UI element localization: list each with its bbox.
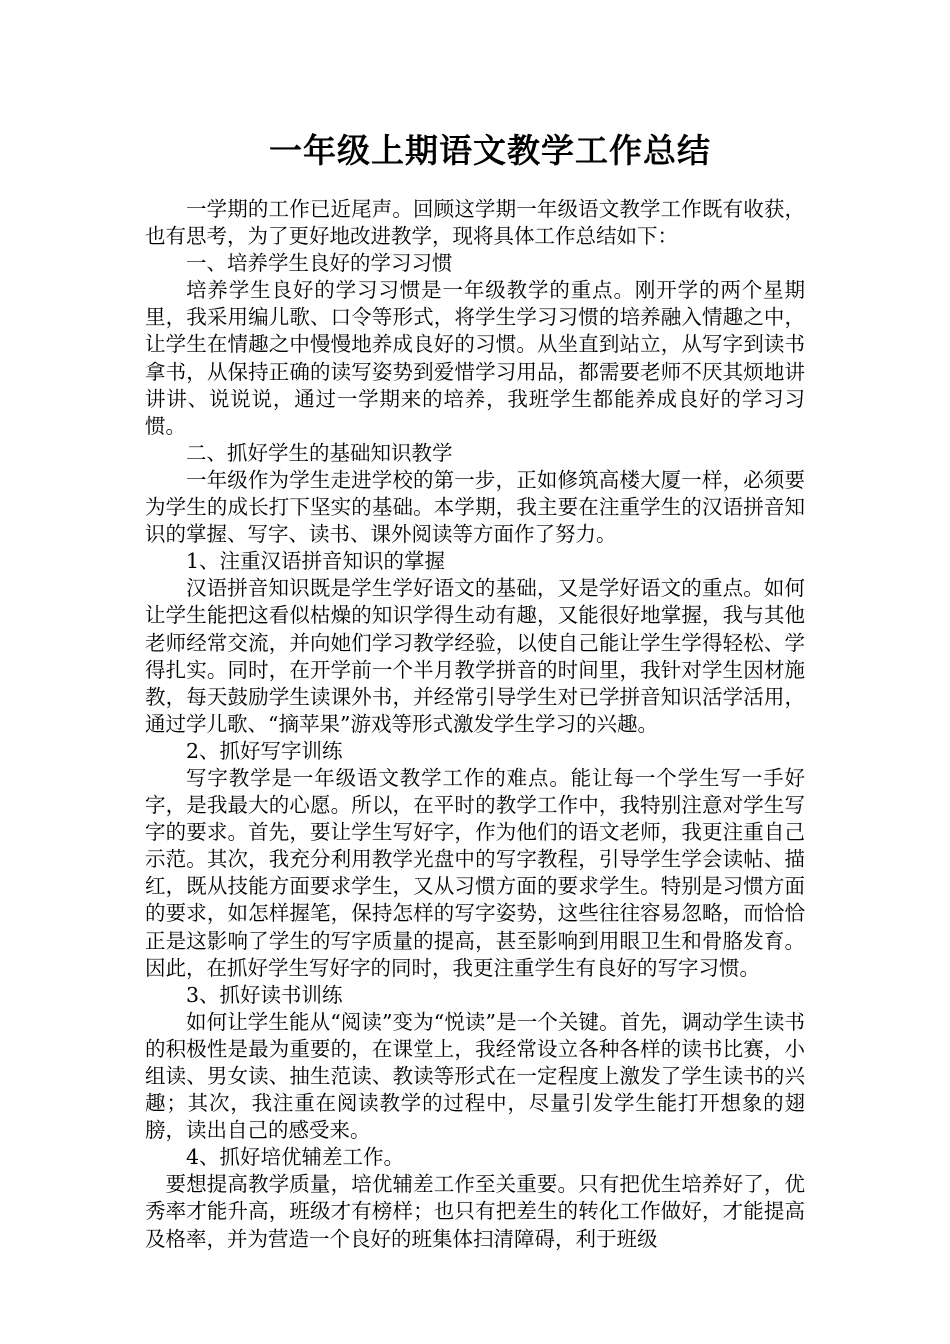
paragraph-pinyin: 汉语拼音知识既是学生学好语文的基础，又是学好语文的重点。如何让学生能把这看似枯燥的知识学得生动有趣，又能很好地掌握，我与其他老师经常交流，并向她们学习教学经验，以使自己能让学生学得轻松、学得扎实。同时，在开学前一个半月教学拼音的时间里，我针对学生因材施教，每天鼓励学生读课外书，并经常引导学生对已学拼音知识活学活用，通过学儿歌、“摘苹果”游戏等形式激发学生学习的兴趣。 <box>145 576 805 736</box>
heading-subsection-2: 2、抓好写字训练 <box>186 738 343 763</box>
heading-section-2: 二、抓好学生的基础知识教学 <box>186 440 453 465</box>
heading-section-1: 一、培养学生良好的学习习惯 <box>186 251 453 276</box>
heading-subsection-4: 4、抓好培优辅差工作。 <box>186 1145 405 1170</box>
document-body <box>145 196 805 1253</box>
paragraph-writing: 写字教学是一年级语文教学工作的难点。能让每一个学生写一手好字，是我最大的心愿。所以，在平时的教学工作中，我特别注意对学生写字的要求。首先，要让学生写好字，作为他们的语文老师，我更注重自己示范。其次，我充分利用教学光盘中的写字教程，引导学生学会读帖、描红，既从技能方面要求学生，又从习惯方面的要求学生。特别是习惯方面的要求，如怎样握笔，保持怎样的写字姿势，这些往往容易忽略，而恰恰正是这影响了学生的写字质量的提高，甚至影响到用眼卫生和骨胳发育。因此，在抓好学生写好字的同时，我更注重学生有良好的写字习惯。 <box>145 765 805 980</box>
paragraph-intro: 一学期的工作已近尾声。回顾这学期一年级语文教学工作既有收获，也有思考，为了更好地改进教学，现将具体工作总结如下： <box>145 197 805 249</box>
paragraph-basics: 一年级作为学生走进学校的第一步，正如修筑高楼大厦一样，必须要为学生的成长打下坚实的基础。本学期，我主要在注重学生的汉语拼音知识的掌握、写字、读书、课外阅读等方面作了努力。 <box>145 467 805 547</box>
heading-subsection-1: 1、注重汉语拼音知识的掌握 <box>186 549 446 574</box>
paragraph-tutoring: 要想提高教学质量，培优辅差工作至关重要。只有把优生培养好了，优秀率才能升高，班级才有榜样；也只有把差生的转化工作做好，才能提高及格率，并为营造一个良好的班集体扫清障碍，利于班级 <box>145 1172 805 1251</box>
paragraph-reading: 如何让学生能从“阅读”变为“悦读”是一个关键。首先，调动学生读书的积极性是最为重要的，在课堂上，我经常设立各种各样的读书比赛，小组读、男女读、抽生范读、教读等形式在一定程度上激发了学生读书的兴趣；其次，我注重在阅读教学的过程中，尽量引发学生能打开想象的翅膀，读出自己的感受来。 <box>145 1009 805 1143</box>
document-title: 一年级上期语文教学工作总结 <box>269 131 711 170</box>
paragraph-habits: 培养学生良好的学习习惯是一年级教学的重点。刚开学的两个星期里，我采用编儿歌、口令等形式，将学生学习习惯的培养融入情趣之中，让学生在情趣之中慢慢地养成良好的习惯。从坐直到站立，从写字到读书拿书，从保持正确的读写姿势到爱惜学习用品，都需要老师不厌其烦地讲讲讲、说说说，通过一学期来的培养，我班学生都能养成良好的学习习惯。 <box>145 278 805 438</box>
heading-subsection-3: 3、抓好读书训练 <box>186 982 343 1007</box>
